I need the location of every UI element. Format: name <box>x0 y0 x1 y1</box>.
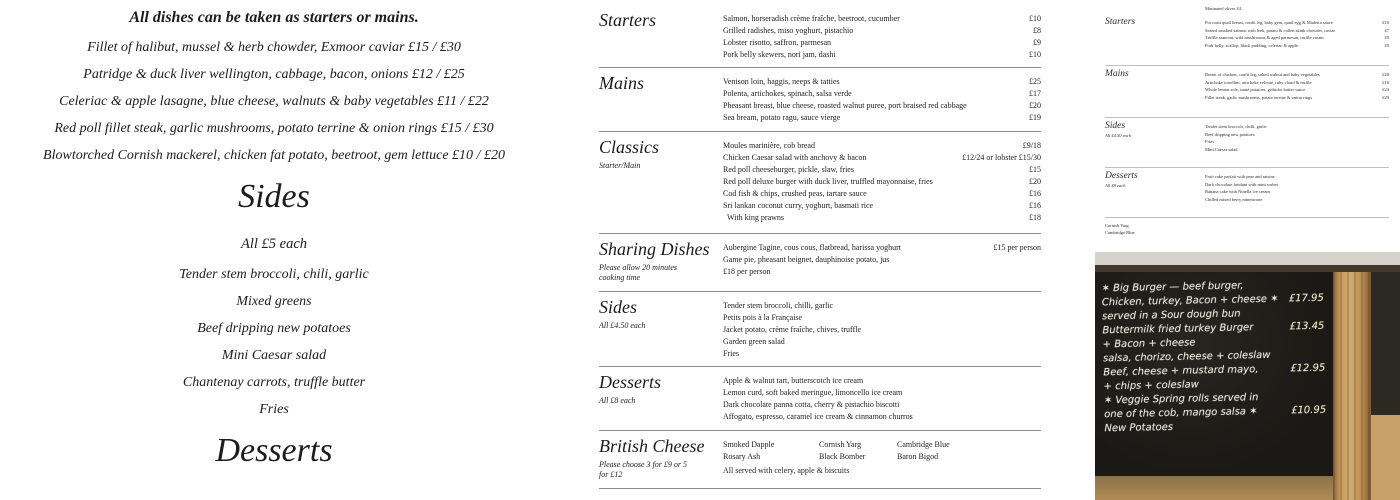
chalk-price <box>1320 418 1326 432</box>
dish-name: Apple & walnut tart, butterscotch ice cream <box>723 376 864 385</box>
section-item-list <box>723 73 1041 125</box>
menu-section-sharing-dishes <box>599 234 1041 292</box>
menu-item-row <box>1205 146 1389 154</box>
menu-item-row <box>723 200 1041 212</box>
chalk-menu <box>1101 278 1326 437</box>
thumb-section-sides <box>1105 118 1389 168</box>
menu-item: Fries <box>259 402 289 417</box>
menu-item-row <box>1205 123 1389 131</box>
menu-item: Mixed greens <box>236 294 312 309</box>
dish-price: £12/24 or lobster £15/30 <box>962 153 1041 162</box>
specials-menu-page <box>0 0 548 476</box>
section-heading: Sharing Dishes <box>599 239 710 259</box>
menu-item-row <box>1205 181 1389 189</box>
section-head <box>599 239 723 285</box>
menu-item-row <box>723 242 1041 254</box>
section-item-list <box>1205 69 1389 113</box>
section-subheading: All £4.50 each <box>1105 133 1132 138</box>
section-item-list <box>723 10 1041 61</box>
cheese-list <box>723 436 1041 482</box>
main-menu-page <box>560 5 1041 489</box>
dish-name: Affogato, espresso, caramel ice cream & cinnamon churros <box>723 412 913 421</box>
specials-item-list <box>0 40 548 164</box>
counter-top <box>1095 476 1335 500</box>
section-head <box>599 137 723 227</box>
section-subheading: All £8 each <box>1105 183 1126 188</box>
dish-name: £18 per person <box>723 267 771 276</box>
section-item-list <box>1205 17 1389 61</box>
section-subheading: Please choose 3 for £9 or 5 for £12 <box>599 460 687 479</box>
dish-name: Tender stem broccoli, chilli, garlic <box>723 301 834 310</box>
menu-item-row <box>1205 86 1389 94</box>
menu-item-row <box>723 100 1041 112</box>
menu-item-row <box>723 88 1041 100</box>
dish-name: Red poll deluxe burger with duck liver, truffled mayonnaise, fries <box>723 177 933 186</box>
menu-item-row <box>723 112 1041 124</box>
thumb-section-starters <box>1105 14 1389 66</box>
dish-price: £10 <box>1029 50 1041 59</box>
dish-price: £7 <box>1384 27 1389 33</box>
chalk-text: Chicken, turkey, Bacon + cheese ✶ <box>1101 293 1279 309</box>
thumb-section-mains <box>1105 66 1389 118</box>
dish-price: £8 <box>1033 26 1041 35</box>
chalk-price <box>1317 278 1323 292</box>
chalk-text: ✶ Big Burger — beef burger, <box>1101 280 1244 295</box>
dish-name: Tender stem broccoli, chilli, garlic <box>1205 124 1267 129</box>
menu-item-row <box>1205 27 1389 35</box>
section-item-list <box>1205 171 1389 213</box>
dish-price: £15 <box>1029 165 1041 174</box>
menu-section-starters <box>599 5 1041 68</box>
section-subheading: Please allow 20 minutes cooking time <box>599 263 677 282</box>
pub-chalkboard-photo <box>1095 252 1400 500</box>
section-item-list <box>723 372 1041 424</box>
chalk-text: Beef, cheese + mustard mayo, <box>1103 364 1259 379</box>
chalk-text: salsa, chorizo, cheese + coleslaw <box>1102 349 1271 365</box>
dish-price: £19 <box>1029 113 1041 122</box>
cheese-footer-note: All served with celery, apple & biscuits <box>723 466 850 475</box>
dish-price: £9 <box>1384 42 1389 48</box>
menu-section-mains <box>599 68 1041 132</box>
section-heading: Mains <box>1105 69 1129 79</box>
section-head <box>599 73 723 125</box>
dish-price <box>1033 348 1041 360</box>
cheese-name: Black Bomber <box>819 452 866 461</box>
dish-price <box>1033 336 1041 348</box>
dish-name: Dark chocolate fondant with mint sorbet <box>1205 181 1278 187</box>
chalk-price <box>1319 334 1325 348</box>
dish-name: Lemon curd, soft baked meringue, limoncello ice cream <box>723 388 903 397</box>
dish-name: Dark chocolate panna cotta, cherry & pistachio biscotti <box>723 400 900 409</box>
menu-item-row <box>1205 173 1389 181</box>
dish-name: Lobster risotto, saffron, parmesan <box>723 38 832 47</box>
menu-item-row <box>723 37 1041 49</box>
menu-item-row <box>723 212 1041 224</box>
dish-price: £17 <box>1029 89 1041 98</box>
cheese-name: Smoked Dapple <box>723 440 775 449</box>
menu-item-row <box>723 387 1041 399</box>
dish-name: Pork belly, scallop, black pudding, celeriac & apple <box>1205 42 1298 48</box>
menu-item: Tender stem broccoli, chili, garlic <box>179 267 369 282</box>
menu-section-british-cheese <box>599 431 1041 489</box>
section-heading: British Cheese <box>599 436 705 456</box>
section-head <box>599 436 723 482</box>
menu-item: Fillet of halibut, mussel & herb chowder, Exmoor caviar £15 / £30 <box>87 40 461 55</box>
dish-name: Pot roast quail breast, confit leg, baby gem, quail egg & Madeira sauce <box>1205 20 1333 25</box>
section-head <box>1105 121 1205 163</box>
dish-price: £16 <box>1029 201 1041 210</box>
chalk-price <box>1319 348 1325 362</box>
chalk-text: New Potatoes <box>1104 421 1174 435</box>
section-subheading: All £8 each <box>599 396 636 405</box>
dish-name: Red poll cheeseburger, pickle, slaw, fries <box>723 165 854 174</box>
menu-section-classics <box>599 132 1041 234</box>
dish-name: Game pie, pheasant beignet, dauphinoise potato, jus <box>723 255 890 264</box>
cheese-name: Cornish Yarg <box>1105 223 1129 228</box>
chalk-price: £13.45 <box>1289 320 1325 333</box>
dish-name: Jacket potato, crème fraîche, chives, truffle <box>723 325 862 334</box>
specials-note: All dishes can be taken as starters or mains. <box>129 9 419 26</box>
dish-name: Sea bream, potato ragu, sauce vierge <box>723 113 841 122</box>
dish-price <box>1033 375 1041 387</box>
menu-item: Chantenay carrots, truffle butter <box>182 375 366 390</box>
section-head <box>599 372 723 424</box>
dish-price <box>1033 399 1041 411</box>
alt-menu-page-thumbnail <box>1100 5 1389 236</box>
dish-price: £20 <box>1029 101 1041 110</box>
dish-name: Petits pois à la Française <box>723 313 803 322</box>
section-item-list <box>723 137 1041 227</box>
thumb-section-desserts <box>1105 168 1389 218</box>
desserts-heading: Desserts <box>215 432 333 469</box>
section-heading: Desserts <box>1105 171 1138 181</box>
dish-name: Breast of chicken, confit leg, salted walnut and baby vegetables <box>1205 72 1320 77</box>
dish-price: £10 <box>1029 14 1041 23</box>
cheese-name: Rosary Ash <box>723 452 761 461</box>
menu-item-row <box>1205 19 1389 27</box>
dish-name: Aubergine Tagine, cous cous, flatbread, harissa yoghurt <box>723 243 901 252</box>
menu-item: Beef dripping new potatoes <box>197 321 351 336</box>
menu-item-row <box>723 164 1041 176</box>
section-subheading: All £4.50 each <box>599 321 646 330</box>
dish-name: Seared smoked salmon with leek, potato & cullen skink chowder, caviar <box>1205 27 1336 33</box>
chalk-text: + chips + coleslaw <box>1103 379 1200 393</box>
dish-price <box>1033 300 1041 312</box>
menu-item-row <box>1205 42 1389 50</box>
section-item-list <box>1205 121 1389 163</box>
menu-item-row <box>723 25 1041 37</box>
menu-item-row <box>723 188 1041 200</box>
dish-name: Venison loin, haggis, neeps & tatties <box>723 77 840 86</box>
dish-price <box>1033 254 1041 266</box>
dish-price: £20 <box>1382 72 1389 77</box>
cheese-name: Baron Bigod <box>897 452 939 461</box>
menu-item-row <box>1205 138 1389 146</box>
chalk-price: £17.95 <box>1288 292 1324 305</box>
dish-price: £16 <box>1382 79 1389 85</box>
section-head <box>599 297 723 360</box>
menu-item-row <box>723 324 1041 336</box>
dish-price: £20 <box>1029 177 1041 186</box>
cheese-name: Cambridge Blue <box>1105 230 1135 235</box>
dish-name: Fillet steak, garlic mushrooms, potato terrine & onion rings <box>1205 94 1312 100</box>
dish-name: Mini Caesar salad <box>1205 146 1238 152</box>
dish-name: Cod fish & chips, crushed peas, tartare sauce <box>723 189 867 198</box>
dish-price <box>1033 324 1041 336</box>
dish-name: Pheasant breast, blue cheese, roasted walnut puree, port braised red cabbage <box>723 101 967 110</box>
menu-item-row <box>723 399 1041 411</box>
dish-price: £9/18 <box>1022 141 1041 150</box>
section-head <box>1105 17 1205 61</box>
dish-name: Sri lankan coconut curry, yoghurt, basmati rice <box>723 201 874 210</box>
dish-name: Fries <box>1205 139 1214 144</box>
chalk-price: £10.95 <box>1291 404 1327 417</box>
menu-item-row <box>1205 188 1389 196</box>
menu-item-row <box>723 254 1041 266</box>
dish-name: Garden green salad <box>723 337 785 346</box>
sides-heading: Sides <box>238 178 310 215</box>
dish-price <box>1033 266 1041 278</box>
chalk-price: £12.95 <box>1290 362 1326 375</box>
cheese-name: Cambridge Blue <box>897 440 950 449</box>
back-wall-dark <box>1369 265 1400 415</box>
menu-item-row <box>723 411 1041 423</box>
chalk-text: Buttermilk fried turkey Burger <box>1102 322 1254 337</box>
cheese-grid <box>723 439 1041 463</box>
menu-item-row <box>723 336 1041 348</box>
dish-name: Chilled mixed berry minestrone <box>1205 196 1263 202</box>
chalk-text: ✶ Veggie Spring rolls served in <box>1103 392 1259 407</box>
menu-item-row <box>1205 196 1389 204</box>
section-heading: Starters <box>599 10 657 30</box>
section-heading: Starters <box>1105 17 1136 27</box>
menu-item-row <box>723 140 1041 152</box>
dish-name: Moules marinière, cob bread <box>723 141 815 150</box>
menu-item-row <box>1205 131 1389 139</box>
sides-price-note: All £5 each <box>240 236 308 252</box>
section-heading: Sides <box>599 297 637 317</box>
section-subheading: Starter/Main <box>599 161 641 170</box>
thumb-cheese-partial <box>1105 222 1389 236</box>
sides-item-list <box>0 267 548 418</box>
section-heading: Sides <box>1105 121 1126 131</box>
cheese-name: Cornish Yarg <box>819 440 862 449</box>
menu-item-row <box>723 266 1041 278</box>
chalk-price <box>1318 306 1324 320</box>
wooden-beam <box>1333 265 1371 500</box>
menu-item-row <box>1205 79 1389 87</box>
dish-price <box>1033 312 1041 324</box>
dish-price: £15 per person <box>993 243 1041 252</box>
dish-price: £24 <box>1382 87 1389 92</box>
menu-item-row <box>723 76 1041 88</box>
menu-item-row <box>723 348 1041 360</box>
chalk-price <box>1320 390 1326 404</box>
chalk-text: one of the cob, mango salsa ✶ <box>1104 406 1258 421</box>
dish-name: Beef dripping new potatoes <box>1205 131 1255 137</box>
menu-section-sides <box>599 292 1041 367</box>
dish-name: Polenta, artichokes, spinach, salsa verde <box>723 89 852 98</box>
menu-item-row <box>723 375 1041 387</box>
section-heading: Classics <box>599 137 660 157</box>
dish-price: £29 <box>1382 94 1389 100</box>
section-head <box>599 10 723 61</box>
dish-price <box>1033 411 1041 423</box>
section-item-list <box>723 297 1041 360</box>
dish-name: Whole lemon sole, sauté potatoes, gribiche butter sauce <box>1205 87 1306 92</box>
menu-item: Blowtorched Cornish mackerel, chicken fat potato, beetroot, gem lettuce £10 / £20 <box>43 148 505 163</box>
dish-name: Chicken Caesar salad with anchovy & bacon <box>723 153 867 162</box>
section-head <box>1105 69 1205 113</box>
dish-name: Pork belly skewers, nori jam, dashi <box>723 50 836 59</box>
menu-item-row <box>723 13 1041 25</box>
menu-item: Patridge & duck liver wellington, cabbage, bacon, onions £12 / £25 <box>83 67 465 82</box>
dish-name: Fries <box>723 349 739 358</box>
dish-price: £9 <box>1033 38 1041 47</box>
menu-item-row <box>1205 71 1389 79</box>
section-heading: Mains <box>599 73 644 93</box>
chalk-text: served in a Sour dough bun <box>1102 308 1241 323</box>
menu-item-row <box>723 49 1041 61</box>
menu-item-row <box>723 152 1041 164</box>
ceiling <box>1095 252 1400 265</box>
chalk-text: + Bacon + cheese <box>1102 337 1196 351</box>
dish-name: With king prawns <box>723 213 785 222</box>
section-head <box>1105 171 1205 213</box>
dish-name: Fruit cake parfait with pear and raisins <box>1205 174 1275 179</box>
menu-item: Celeriac & apple lasagne, blue cheese, walnuts & baby vegetables £11 / £22 <box>59 94 489 109</box>
menu-section-desserts <box>599 367 1041 431</box>
menu-item-row <box>723 176 1041 188</box>
wall-panel <box>1369 415 1400 500</box>
top-beam <box>1095 265 1400 272</box>
menu-item-row <box>723 300 1041 312</box>
dish-name: Truffle arancini, wild mushrooms & aged parmesan, truffle cream <box>1205 35 1324 40</box>
dish-name: Banana cake with Nutella ice cream <box>1205 189 1270 194</box>
dish-price: £18 <box>1029 213 1041 222</box>
section-heading: Desserts <box>599 372 661 392</box>
dish-price: £9 <box>1384 35 1389 40</box>
menu-item-row <box>1205 94 1389 102</box>
dish-name: Salmon, horseradish crème fraîche, beetroot, cucumber <box>723 14 900 23</box>
menu-item: Red poll fillet steak, garlic mushrooms, potato terrine & onion rings £15 / £30 <box>54 121 494 136</box>
dish-price: £25 <box>1029 77 1041 86</box>
dish-price: £16 <box>1029 189 1041 198</box>
dish-name: Artichoke tortellini, artichoke velouté, ruby chard & truffle <box>1205 79 1312 85</box>
dish-price: £10 <box>1382 20 1389 25</box>
dish-price <box>1033 387 1041 399</box>
dish-name: Grilled radishes, miso yoghurt, pistachio <box>723 26 854 35</box>
menu-item-row <box>1205 34 1389 42</box>
thumb-top-line: Marinated olives £4 <box>1205 6 1241 11</box>
chalk-price <box>1319 376 1325 390</box>
menu-item-row <box>723 312 1041 324</box>
section-item-list <box>723 239 1041 285</box>
menu-item: Mini Caesar salad <box>221 348 327 363</box>
